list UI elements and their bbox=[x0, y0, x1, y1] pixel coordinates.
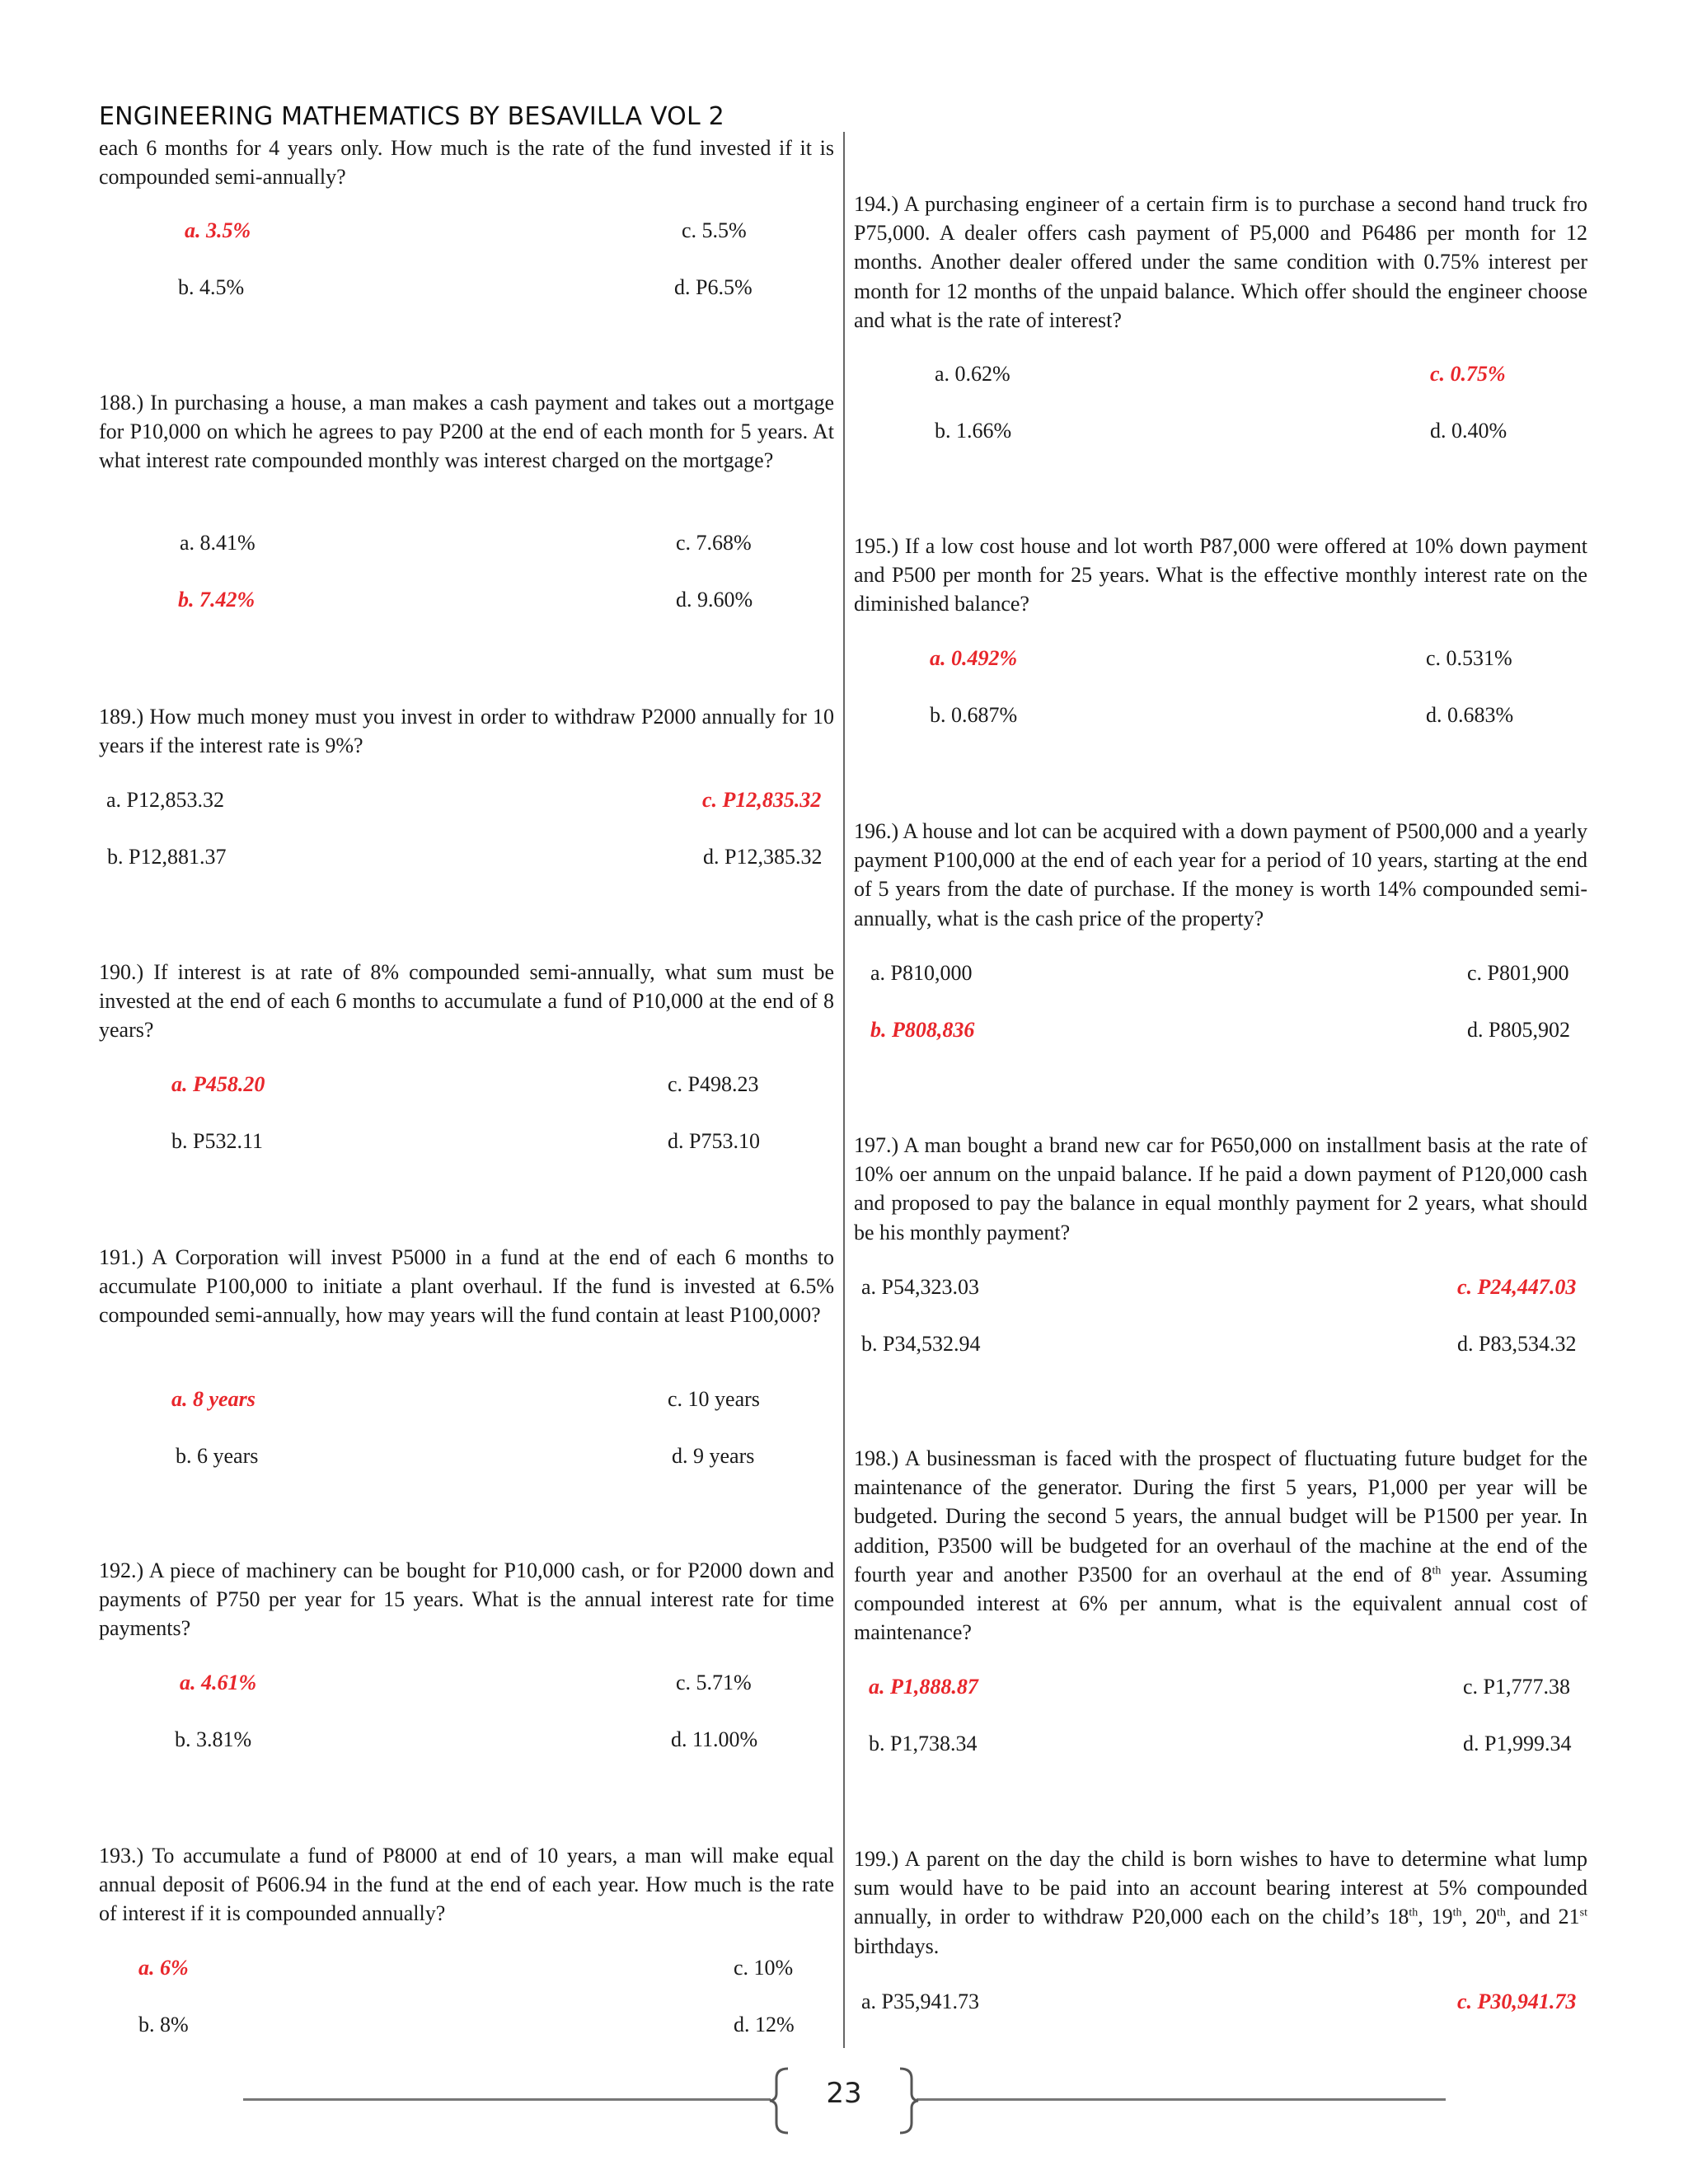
question-193 bbox=[99, 1841, 834, 2036]
question-text: 192.) A piece of machinery can be bought for P10,000 cash, or for P2000 down and payments of P750 per year for 15 years. What is the annual interest rate for time payments? bbox=[99, 1558, 834, 1641]
option-b: b. 3.81% bbox=[175, 1727, 252, 1751]
option-d: d. 0.683% bbox=[1426, 703, 1514, 727]
option-d: d. P6.5% bbox=[674, 275, 753, 299]
option-a: a. 0.492% bbox=[930, 646, 1018, 670]
option-d: d. P753.10 bbox=[668, 1129, 760, 1153]
option-c: c. 7.68% bbox=[676, 531, 752, 555]
right-brace-icon bbox=[895, 2067, 920, 2135]
option-c: c. P498.23 bbox=[668, 1072, 759, 1096]
option-a: a. 8 years bbox=[171, 1387, 256, 1411]
question-text: 197.) A man bought a brand new car for P650,000 on installment basis at the rate of 10% oer annum on the unpaid balance. If he paid a down payment of P120,000 cash and proposed to pay the balance in equal monthly payment for 2 years, what should be his monthly payment? bbox=[854, 1133, 1587, 1244]
option-c: c. 10% bbox=[734, 1956, 794, 1980]
question-188 bbox=[99, 388, 834, 612]
option-d: d. P1,999.34 bbox=[1463, 1732, 1572, 1755]
option-a: a. 0.62% bbox=[935, 362, 1010, 386]
option-c: c. 0.531% bbox=[1426, 646, 1512, 670]
option-d: d. 12% bbox=[734, 2013, 795, 2036]
option-c: c. P1,777.38 bbox=[1463, 1675, 1570, 1699]
option-d: d. 9.60% bbox=[676, 588, 753, 612]
question-text: 194.) A purchasing engineer of a certain firm is to purchase a second hand truck fro P75,000. A dealer offers cash payment of P5,000 and P6486 per month for 12 months. Another dealer offered under the same condition with 0.75% interest per month for 12 months of the unpaid balance. Which offer should the engineer choose and what is the rate of interest? bbox=[854, 192, 1587, 332]
option-b: b. 1.66% bbox=[935, 419, 1012, 443]
option-b: b. 8% bbox=[138, 2013, 189, 2036]
option-a: a. P810,000 bbox=[870, 961, 973, 985]
question-text: 188.) In purchasing a house, a man makes a cash payment and takes out a mortgage for P10,000 on which he agrees to pay P200 at the end of each month for 5 years. At what interest rate compounded monthly was interest charged on the mortgage? bbox=[99, 391, 834, 473]
option-a: a. 6% bbox=[138, 1956, 189, 1980]
option-b: b. 6 years bbox=[176, 1444, 259, 1468]
option-a: a. 8.41% bbox=[180, 531, 256, 555]
option-a: a. 3.5% bbox=[185, 218, 251, 242]
question-text: 195.) If a low cost house and lot worth P87,000 were offered at 10% down payment and P500 per month for 25 years. What is the effective monthly interest rate on the diminished balance? bbox=[854, 534, 1587, 616]
page-number: 23 bbox=[826, 2077, 862, 2110]
option-c: c. P801,900 bbox=[1467, 961, 1569, 985]
question-text: 196.) A house and lot can be acquired with a down payment of P500,000 and a yearly payment P100,000 at the end of each year for a period of 10 years, starting at the end of 5 years from the date of purchase. If the money is worth 14% compounded semi-annually, what is the cash price of the property? bbox=[854, 819, 1587, 930]
column-divider bbox=[843, 132, 845, 2048]
option-a: a. P35,941.73 bbox=[861, 1990, 979, 2013]
question-194 bbox=[854, 190, 1587, 443]
footer-rule-right bbox=[917, 2098, 1446, 2101]
question-199 bbox=[854, 1844, 1588, 2013]
question-text: 189.) How much money must you invest in order to withdraw P2000 annually for 10 years if the interest rate is 9%? bbox=[99, 705, 834, 758]
footer-rule-left bbox=[243, 2098, 771, 2101]
option-d: d. P805,902 bbox=[1467, 1018, 1570, 1042]
question-192 bbox=[99, 1556, 834, 1751]
question-190 bbox=[99, 958, 834, 1153]
question-195 bbox=[854, 532, 1587, 727]
question-189 bbox=[99, 702, 834, 869]
option-c: c. 5.71% bbox=[676, 1671, 752, 1694]
option-b: b. 4.5% bbox=[178, 275, 245, 299]
option-d: d. 11.00% bbox=[671, 1727, 758, 1751]
question-text: 193.) To accumulate a fund of P8000 at end of 10 years, a man will make equal annual deposit of P606.94 in the fund at the end of each year. How much is the rate of interest if it is compounded annually? bbox=[99, 1844, 834, 1926]
question-text: 199.) A parent on the day the child is born wishes to have to determine what lump sum would have to be paid into an account bearing interest at 5% compounded annually, in order to withdraw P20,000 each on the child’s 18th, 19th, 20th, and 21st birthdays. bbox=[854, 1847, 1588, 1958]
option-c: c. 10 years bbox=[668, 1387, 760, 1411]
option-d: d. P12,385.32 bbox=[703, 845, 823, 869]
option-b: b. 7.42% bbox=[178, 588, 256, 612]
option-a: a. P12,853.32 bbox=[106, 788, 224, 812]
option-b: b. P12,881.37 bbox=[107, 845, 227, 869]
question-197 bbox=[854, 1131, 1587, 1356]
option-b: b. P808,836 bbox=[870, 1018, 975, 1042]
question-text: each 6 months for 4 years only. How much is the rate of the fund invested if it is compounded semi-annually? bbox=[99, 136, 834, 190]
option-d: d. P83,534.32 bbox=[1457, 1332, 1577, 1356]
question-187-continued bbox=[99, 134, 834, 299]
option-c: c. P24,447.03 bbox=[1457, 1275, 1577, 1299]
question-198 bbox=[854, 1444, 1587, 1755]
option-c: c. P30,941.73 bbox=[1457, 1990, 1577, 2013]
option-a: a. 4.61% bbox=[180, 1671, 257, 1694]
option-c: c. 5.5% bbox=[682, 218, 747, 242]
option-a: a. P1,888.87 bbox=[869, 1675, 978, 1699]
option-d: d. 9 years bbox=[672, 1444, 755, 1468]
option-a: a. P458.20 bbox=[171, 1072, 265, 1096]
option-c: c. 0.75% bbox=[1430, 362, 1506, 386]
option-d: d. 0.40% bbox=[1430, 419, 1507, 443]
question-191 bbox=[99, 1243, 834, 1468]
question-text: 190.) If interest is at rate of 8% compounded semi-annually, what sum must be invested at the end of each 6 months to accumulate a fund of P10,000 at the end of 8 years? bbox=[99, 960, 834, 1043]
option-b: b. P34,532.94 bbox=[861, 1332, 981, 1356]
option-a: a. P54,323.03 bbox=[861, 1275, 979, 1299]
option-b: b. P532.11 bbox=[171, 1129, 263, 1153]
option-b: b. P1,738.34 bbox=[869, 1732, 978, 1755]
question-text: 191.) A Corporation will invest P5000 in a fund at the end of each 6 months to accumulate P100,000 to initiate a plant overhaul. If the fund is invested at 6.5% compounded semi-annually, how may years will the fund contain at least P100,000? bbox=[99, 1245, 834, 1328]
option-b: b. 0.687% bbox=[930, 703, 1018, 727]
left-brace-icon bbox=[768, 2067, 793, 2135]
question-text: 198.) A businessman is faced with the prospect of fluctuating future budget for the maintenance of the generator. During the first 5 years, P1,000 per year will be budgeted. During the second 5 years, the annual budget will be P1500 per year. In addition, P3500 will be budgeted for an overhaul of the machine at the end of the fourth year and another P3500 for an overhaul at the end of 8th year. Assuming compounded interest at 6% per annum, what is the equivalent annual cost of maintenance? bbox=[854, 1446, 1587, 1645]
option-c: c. P12,835.32 bbox=[702, 788, 822, 812]
question-196 bbox=[854, 817, 1587, 1042]
page-header: ENGINEERING MATHEMATICS BY BESAVILLA VOL 2 bbox=[99, 102, 724, 131]
